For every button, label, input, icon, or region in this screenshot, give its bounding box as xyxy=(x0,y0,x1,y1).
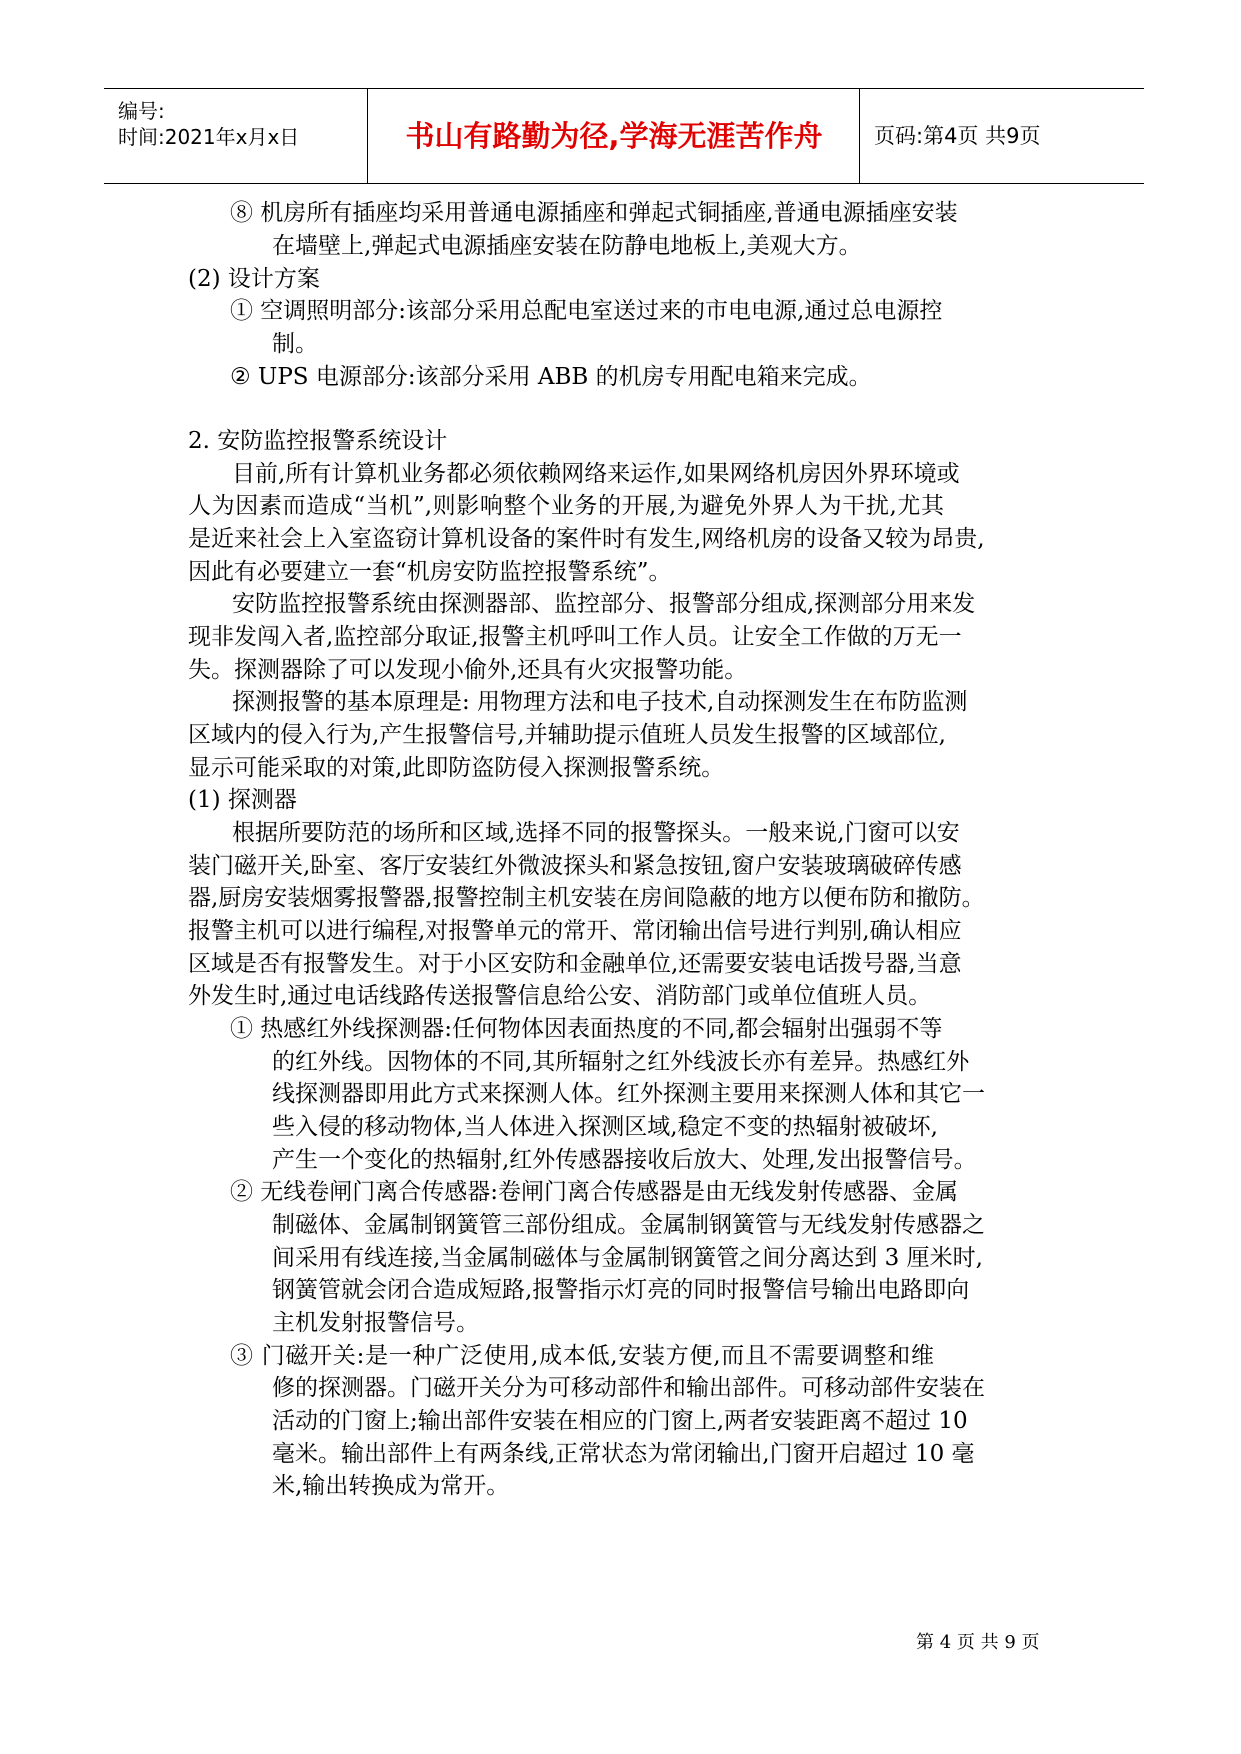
body-line: 区域内的侵入行为,产生报警信号,并辅助提示值班人员发生报警的区域部位, xyxy=(188,722,946,748)
body-line: 修的探测器。门磁开关分为可移动部件和输出部件。可移动部件安装在 xyxy=(272,1375,985,1401)
footer-page-number: 第 4 页 共 9 页 xyxy=(916,1632,1040,1653)
section-heading: (1) 探测器 xyxy=(188,787,297,813)
body-line: ① 热感红外线探测器:任何物体因表面热度的不同,都会辐射出强弱不等 xyxy=(230,1016,943,1042)
body-line: 制。 xyxy=(272,331,318,357)
body-line: 现非发闯入者,监控部分取证,报警主机呼叫工作人员。让安全工作做的万无一 xyxy=(188,624,962,650)
body-line: ② UPS 电源部分:该部分采用 ABB 的机房专用配电箱来完成。 xyxy=(230,364,872,390)
section-heading: (2) 设计方案 xyxy=(188,266,320,292)
body-line: 因此有必要建立一套“机房安防监控报警系统”。 xyxy=(188,559,672,585)
body-line: 根据所要防范的场所和区域,选择不同的报警探头。一般来说,门窗可以安 xyxy=(232,820,960,846)
body-line: 报警主机可以进行编程,对报警单元的常开、常闭输出信号进行判别,确认相应 xyxy=(188,918,962,944)
date-label: 时间:2021年x月x日 xyxy=(118,125,300,149)
body-line: 钢簧管就会闭合造成短路,报警指示灯亮的同时报警信号输出电路即向 xyxy=(272,1277,970,1303)
body-line: ③ 门磁开关:是一种广泛使用,成本低,安装方便,而且不需要调整和维 xyxy=(230,1343,934,1369)
body-line: 主机发射报警信号。 xyxy=(272,1310,479,1336)
body-line: 探测报警的基本原理是: 用物理方法和电子技术,自动探测发生在布防监测 xyxy=(232,689,968,715)
header-page-number: 页码:第4页 共9页 xyxy=(874,124,1041,148)
body-line: 区域是否有报警发生。对于小区安防和金融单位,还需要安装电话拨号器,当意 xyxy=(188,951,962,977)
body-line: 安防监控报警系统由探测器部、监控部分、报警部分组成,探测部分用来发 xyxy=(232,591,976,617)
body-line: 在墙壁上,弹起式电源插座安装在防静电地板上,美观大方。 xyxy=(272,233,862,259)
body-line: 人为因素而造成“当机”,则影响整个业务的开展,为避免外界人为干扰,尤其 xyxy=(188,493,944,519)
body-line: ② 无线卷闸门离合传感器:卷闸门离合传感器是由无线发射传感器、金属 xyxy=(230,1179,959,1205)
body-line: 目前,所有计算机业务都必须依赖网络来运作,如果网络机房因外界环境或 xyxy=(232,461,960,487)
body-line: 间采用有线连接,当金属制磁体与金属制钢簧管之间分离达到 3 厘米时, xyxy=(272,1245,983,1271)
body-line: 外发生时,通过电话线路传送报警信息给公安、消防部门或单位值班人员。 xyxy=(188,983,932,1009)
body-line: 的红外线。因物体的不同,其所辐射之红外线波长亦有差异。热感红外 xyxy=(272,1049,970,1075)
body-line: 毫米。输出部件上有两条线,正常状态为常闭输出,门窗开启超过 10 毫 xyxy=(272,1441,975,1467)
body-line: 活动的门窗上;输出部件安装在相应的门窗上,两者安装距离不超过 10 xyxy=(272,1408,968,1434)
header-divider xyxy=(367,89,368,183)
body-line: ⑧ 机房所有插座均采用普通电源插座和弹起式铜插座,普通电源插座安装 xyxy=(230,200,958,226)
body-line: 产生一个变化的热辐射,红外传感器接收后放大、处理,发出报警信号。 xyxy=(272,1147,977,1173)
section-heading: 2. 安防监控报警系统设计 xyxy=(188,428,448,454)
body-line: ① 空调照明部分:该部分采用总配电室送过来的市电电源,通过总电源控 xyxy=(230,298,943,324)
body-line: 装门磁开关,卧室、客厅安装红外微波探头和紧急按钮,窗户安装玻璃破碎传感 xyxy=(188,853,962,879)
header-divider xyxy=(859,89,860,183)
body-line: 器,厨房安装烟雾报警器,报警控制主机安装在房间隐蔽的地方以便布防和撤防。 xyxy=(188,885,985,911)
header-motto: 书山有路勤为径,学海无涯苦作舟 xyxy=(405,119,823,153)
body-line: 是近来社会上入室盗窃计算机设备的案件时有发生,网络机房的设备又较为昂贵, xyxy=(188,526,985,552)
body-line: 线探测器即用此方式来探测人体。红外探测主要用来探测人体和其它一 xyxy=(272,1081,985,1107)
document-number-label: 编号: xyxy=(118,99,165,123)
body-line: 失。探测器除了可以发现小偷外,还具有火灾报警功能。 xyxy=(188,657,748,683)
page-header xyxy=(104,88,1144,184)
body-line: 米,输出转换成为常开。 xyxy=(272,1473,510,1499)
body-line: 制磁体、金属制钢簧管三部份组成。金属制钢簧管与无线发射传感器之 xyxy=(272,1212,985,1238)
header-info-cell xyxy=(118,89,368,183)
body-line: 些入侵的移动物体,当人体进入探测区域,稳定不变的热辐射被破坏, xyxy=(272,1114,938,1140)
body-line: 显示可能采取的对策,此即防盗防侵入探测报警系统。 xyxy=(188,755,725,781)
